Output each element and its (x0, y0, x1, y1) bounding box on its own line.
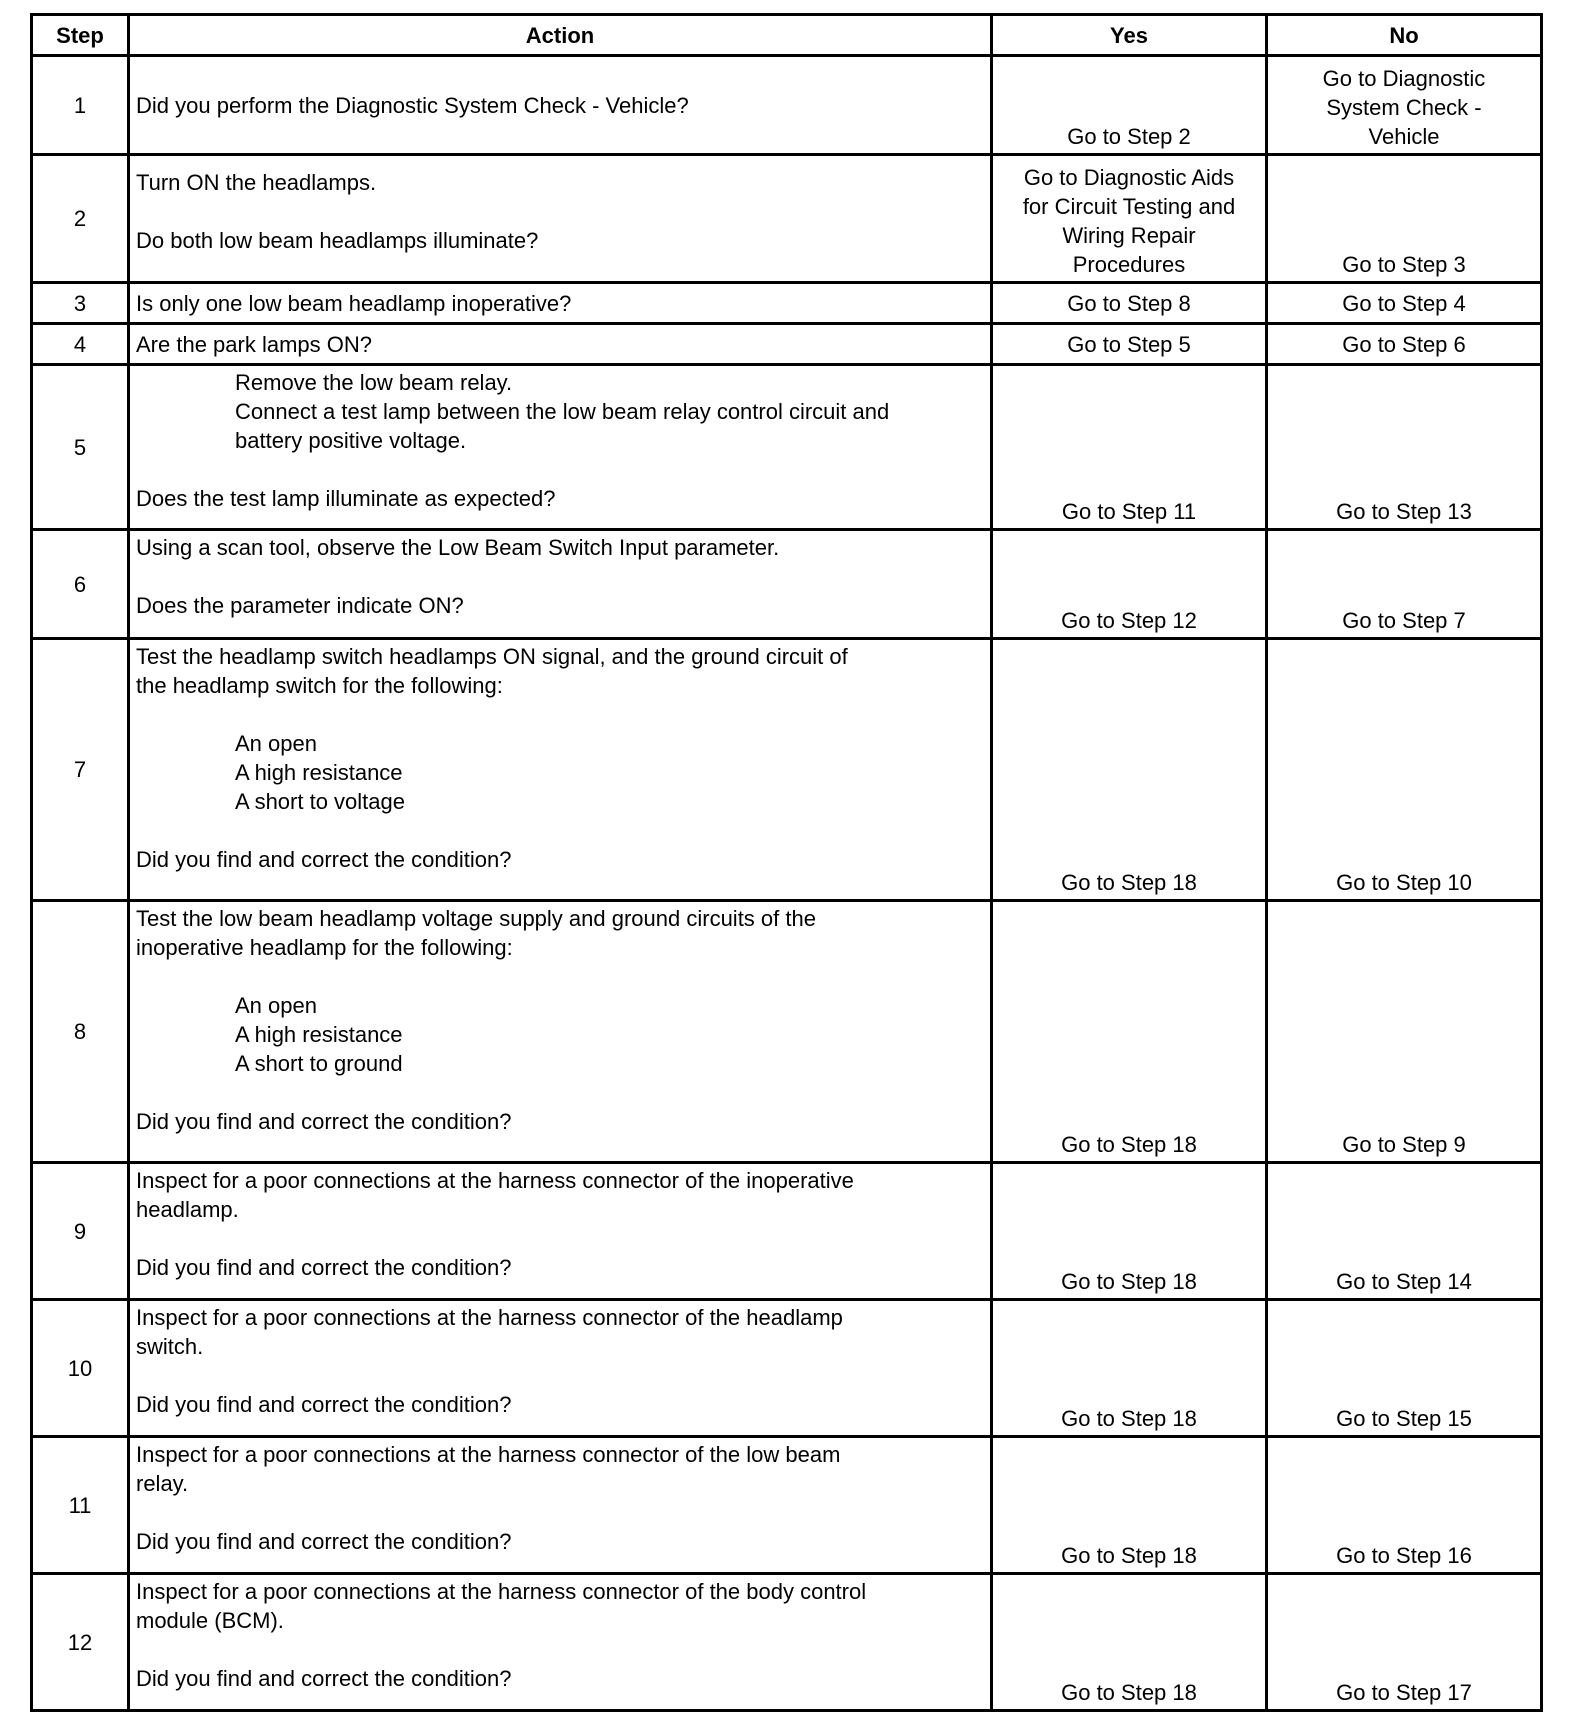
header-yes: Yes (992, 15, 1267, 56)
yes-result-line: Go to Diagnostic Aids (1023, 165, 1235, 190)
action-text: the headlamp switch for the following: (136, 673, 503, 698)
action-cell (129, 1437, 992, 1574)
action-text: Inspect for a poor connections at the harness connector of the low beam (136, 1442, 841, 1467)
table-row (32, 365, 1542, 530)
action-text: Test the low beam headlamp voltage supply and ground circuits of the (136, 906, 816, 931)
table-row (32, 155, 1542, 283)
step-number: 10 (32, 1300, 129, 1437)
action-question: Did you find and correct the condition? (136, 1392, 512, 1417)
action-cell (129, 56, 992, 155)
step-number: 8 (32, 901, 129, 1163)
action-text: Connect a test lamp between the low beam relay control circuit and (235, 399, 890, 424)
step-number: 4 (32, 324, 129, 365)
yes-result: Go to Step 11 (992, 365, 1267, 530)
action-cell (129, 1574, 992, 1711)
action-text: battery positive voltage. (235, 428, 467, 453)
table-row (32, 324, 1542, 365)
action-text: module (BCM). (136, 1608, 284, 1633)
step-number: 9 (32, 1163, 129, 1300)
yes-result: Go to Step 18 (992, 1574, 1267, 1711)
table-row (32, 530, 1542, 639)
no-result-line: Go to Diagnostic (1322, 66, 1486, 91)
action-text: Test the headlamp switch headlamps ON signal, and the ground circuit of (136, 644, 848, 669)
action-list-item: An open (235, 731, 317, 756)
header-action: Action (129, 15, 992, 56)
no-result: Go to Step 6 (1267, 324, 1542, 365)
action-text: Are the park lamps ON? (136, 331, 372, 357)
yes-result: Go to Step 18 (992, 1437, 1267, 1574)
action-text: inoperative headlamp for the following: (136, 935, 513, 960)
table-row (32, 1163, 1542, 1300)
action-text: Remove the low beam relay. (235, 370, 513, 395)
step-number: 7 (32, 639, 129, 901)
yes-result: Go to Step 5 (992, 324, 1267, 365)
no-result-line: System Check - (1326, 95, 1482, 120)
step-number: 3 (32, 283, 129, 324)
yes-result: Go to Step 18 (992, 1300, 1267, 1437)
action-cell (129, 365, 992, 530)
step-number: 1 (32, 56, 129, 155)
step-number: 2 (32, 155, 129, 283)
step-number: 6 (32, 530, 129, 639)
no-result-line: Vehicle (1368, 124, 1440, 149)
action-cell (129, 901, 992, 1163)
yes-result (992, 155, 1267, 283)
table-row (32, 639, 1542, 901)
action-cell (129, 1300, 992, 1437)
action-question: Did you find and correct the condition? (136, 1666, 512, 1691)
action-text: Inspect for a poor connections at the harness connector of the body control (136, 1579, 867, 1604)
action-cell (129, 530, 992, 639)
action-question: Did you find and correct the condition? (136, 1255, 512, 1280)
no-result: Go to Step 15 (1267, 1300, 1542, 1437)
table-row (32, 283, 1542, 324)
yes-result: Go to Step 8 (992, 283, 1267, 324)
yes-result-line: Wiring Repair (1062, 223, 1196, 248)
action-list-item: A high resistance (235, 1022, 403, 1047)
action-list-item: A short to ground (235, 1051, 403, 1076)
action-question: Did you find and correct the condition? (136, 1529, 512, 1554)
action-text: Did you perform the Diagnostic System Check - Vehicle? (136, 92, 689, 118)
step-number: 12 (32, 1574, 129, 1711)
table-row (32, 56, 1542, 155)
action-cell (129, 283, 992, 324)
action-text: headlamp. (136, 1197, 239, 1222)
step-number: 11 (32, 1437, 129, 1574)
action-text: relay. (136, 1471, 189, 1496)
no-result: Go to Step 13 (1267, 365, 1542, 530)
yes-result: Go to Step 18 (992, 1163, 1267, 1300)
action-cell (129, 324, 992, 365)
yes-result-line: Procedures (1072, 252, 1186, 277)
action-text: switch. (136, 1334, 204, 1359)
no-result (1267, 56, 1542, 155)
action-list-item: A short to voltage (235, 789, 405, 814)
header-step: Step (32, 15, 129, 56)
no-result: Go to Step 10 (1267, 639, 1542, 901)
yes-result: Go to Step 18 (992, 901, 1267, 1163)
header-row (32, 15, 1542, 56)
header-no: No (1267, 15, 1542, 56)
no-result: Go to Step 7 (1267, 530, 1542, 639)
no-result: Go to Step 14 (1267, 1163, 1542, 1300)
table-row (32, 901, 1542, 1163)
action-question: Do both low beam headlamps illuminate? (136, 228, 539, 253)
action-list-item: A high resistance (235, 760, 403, 785)
action-question: Does the parameter indicate ON? (136, 593, 464, 618)
action-question: Did you find and correct the condition? (136, 1109, 512, 1134)
action-question: Does the test lamp illuminate as expected? (136, 486, 556, 511)
action-cell (129, 1163, 992, 1300)
yes-result: Go to Step 18 (992, 639, 1267, 901)
table-row (32, 1300, 1542, 1437)
action-cell (129, 639, 992, 901)
table-row (32, 1437, 1542, 1574)
action-question: Did you find and correct the condition? (136, 847, 512, 872)
yes-result: Go to Step 2 (992, 56, 1267, 155)
no-result: Go to Step 9 (1267, 901, 1542, 1163)
action-text: Inspect for a poor connections at the harness connector of the inoperative (136, 1168, 854, 1193)
no-result: Go to Step 16 (1267, 1437, 1542, 1574)
action-text: Is only one low beam headlamp inoperative? (136, 290, 572, 316)
action-cell (129, 155, 992, 283)
no-result: Go to Step 17 (1267, 1574, 1542, 1711)
step-number: 5 (32, 365, 129, 530)
no-result: Go to Step 4 (1267, 283, 1542, 324)
action-list-item: An open (235, 993, 317, 1018)
table-row (32, 1574, 1542, 1711)
action-text: Turn ON the headlamps. (136, 170, 377, 195)
no-result: Go to Step 3 (1267, 155, 1542, 283)
yes-result-line: for Circuit Testing and (1022, 194, 1236, 219)
yes-result: Go to Step 12 (992, 530, 1267, 639)
action-text: Using a scan tool, observe the Low Beam Switch Input parameter. (136, 535, 780, 560)
diagnostic-table (30, 13, 1543, 1712)
action-text: Inspect for a poor connections at the harness connector of the headlamp (136, 1305, 843, 1330)
